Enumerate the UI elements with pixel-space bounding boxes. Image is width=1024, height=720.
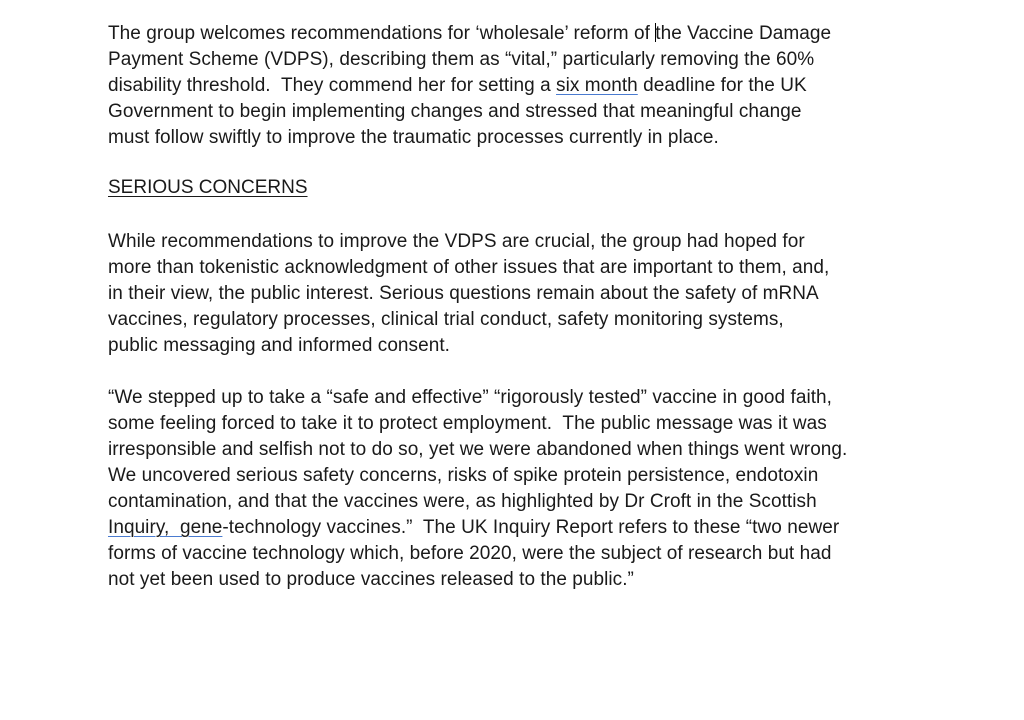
text-run: The group welcomes recommendations for ‘wholesale’ reform of <box>108 23 656 44</box>
text-line <box>108 21 908 47</box>
grammar-flag-six-month[interactable]: six month <box>556 75 638 96</box>
text-line <box>108 73 908 99</box>
text-run: -technology vaccines.” The UK Inquiry Report refers to these “two newer <box>222 517 840 538</box>
paragraph-serious-questions[interactable] <box>108 229 908 359</box>
paragraph-vdps-reform[interactable] <box>108 21 908 151</box>
text-line: must follow swiftly to improve the traumatic processes currently in place. <box>108 127 719 148</box>
paragraph-quote[interactable] <box>108 385 908 593</box>
text-line <box>108 515 908 541</box>
text-line: While recommendations to improve the VDPS are crucial, the group had hoped for <box>108 231 805 252</box>
text-line: Government to begin implementing changes and stressed that meaningful change <box>108 101 802 122</box>
text-line: not yet been used to produce vaccines released to the public.” <box>108 569 634 590</box>
text-line: Payment Scheme (VDPS), describing them as “vital,” particularly removing the 60% <box>108 49 815 70</box>
text-line: vaccines, regulatory processes, clinical trial conduct, safety monitoring systems, <box>108 309 784 330</box>
text-run: the Vaccine Damage <box>655 23 832 44</box>
text-line: contamination, and that the vaccines were, as highlighted by Dr Croft in the Scottish <box>108 491 817 512</box>
text-line: We uncovered serious safety concerns, risks of spike protein persistence, endotoxin <box>108 465 819 486</box>
document-body[interactable] <box>108 21 908 593</box>
text-line: public messaging and informed consent. <box>108 335 450 356</box>
text-line: some feeling forced to take it to protect employment. The public message was it was <box>108 413 827 434</box>
section-heading-serious-concerns: SERIOUS CONCERNS <box>108 177 308 198</box>
text-run: disability threshold. They commend her for setting a <box>108 75 557 96</box>
text-run: deadline for the UK <box>637 75 807 96</box>
text-line: in their view, the public interest. Serious questions remain about the safety of mRNA <box>108 283 819 304</box>
text-line: “We stepped up to take a “safe and effective” “rigorously tested” vaccine in good faith, <box>108 387 832 408</box>
text-line: irresponsible and selfish not to do so, yet we were abandoned when things went wrong. <box>108 439 848 460</box>
text-line: more than tokenistic acknowledgment of other issues that are important to them, and, <box>108 257 830 278</box>
grammar-flag-inquiry-gene[interactable]: Inquiry, gene <box>108 517 223 538</box>
text-line: forms of vaccine technology which, before 2020, were the subject of research but had <box>108 543 832 564</box>
